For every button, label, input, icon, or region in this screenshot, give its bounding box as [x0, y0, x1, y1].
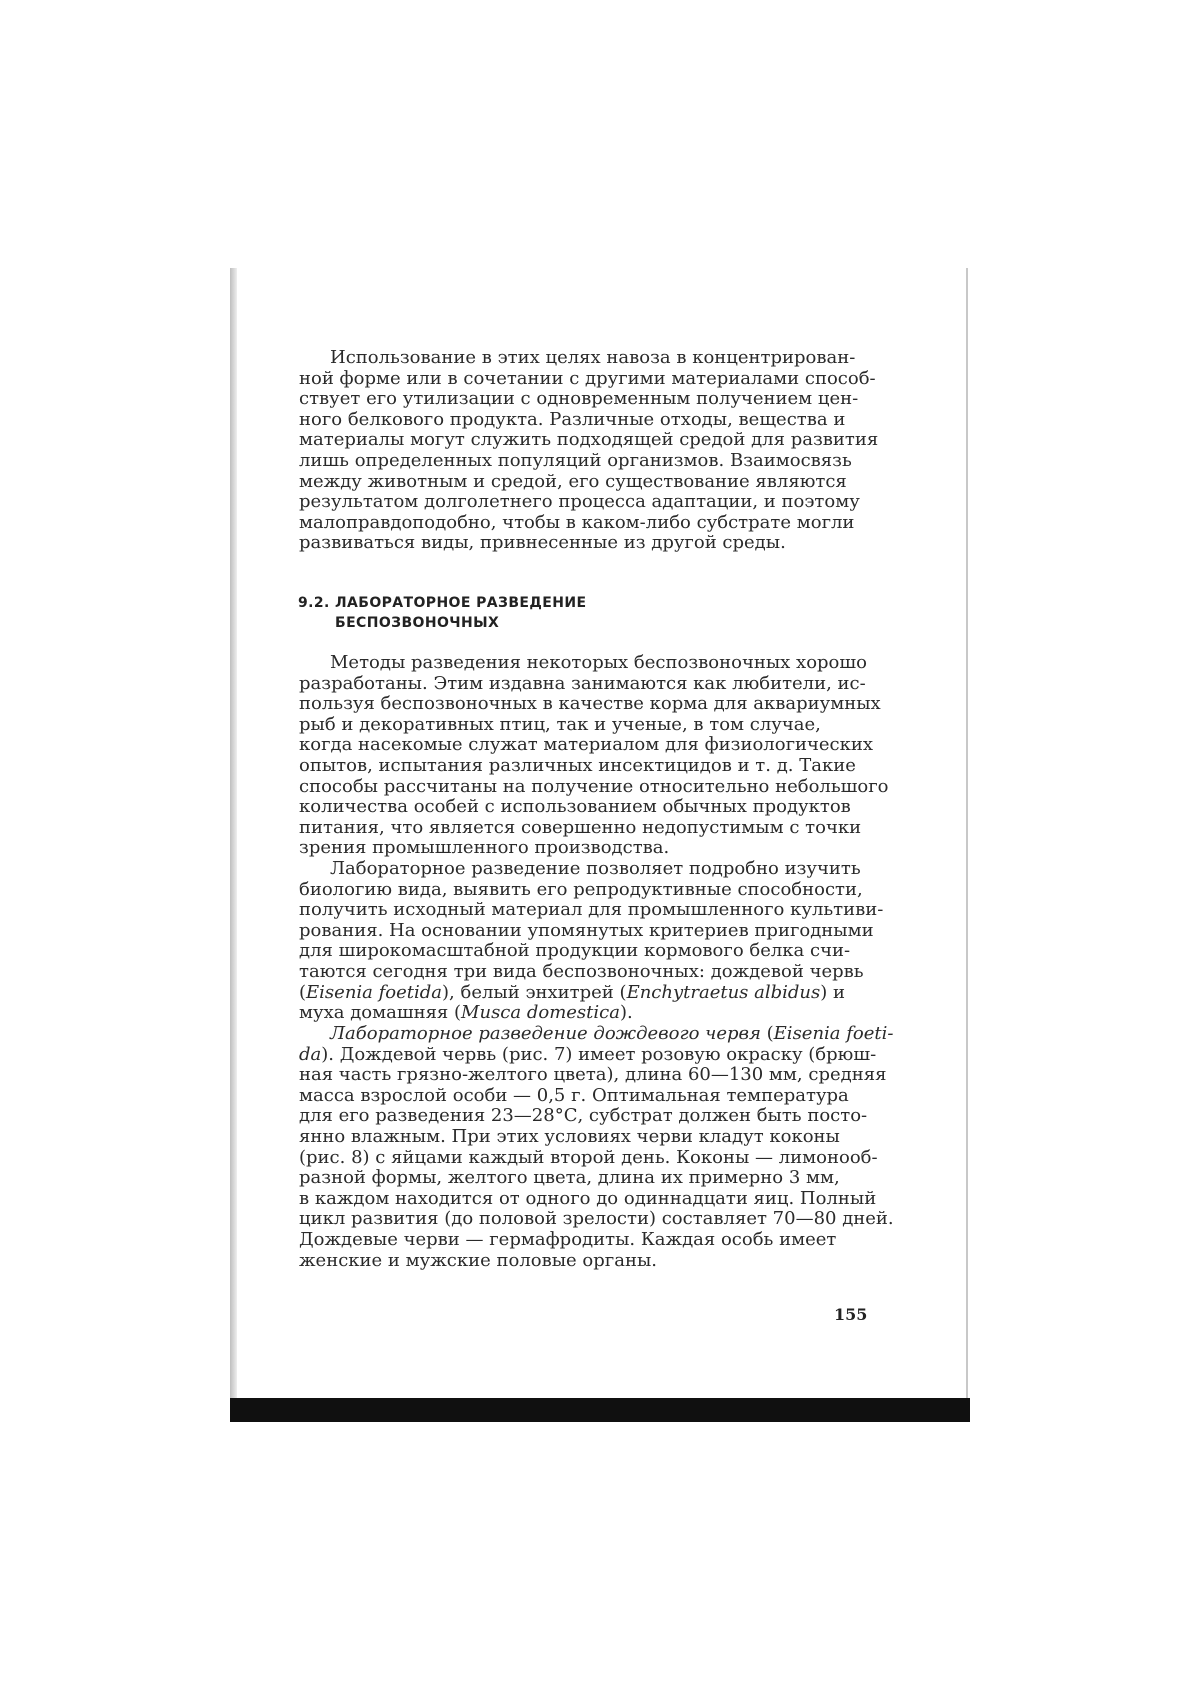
text-line: для широкомасштабной продукции кормового белка счи-: [299, 940, 851, 962]
text-line: количества особей с использованием обычных продуктов: [299, 796, 851, 818]
latin-name-musca: Musca domestica: [461, 1002, 620, 1024]
text-line: развиваться виды, привнесенные из другой среды.: [299, 532, 786, 554]
text-line: цикл развития (до половой зрелости) составляет 70—80 дней.: [299, 1208, 894, 1230]
text-line: для его разведения 23—28°С, субстрат должен быть посто-: [299, 1105, 868, 1127]
text-line: питания, что является совершенно недопустимым с точки: [299, 816, 862, 838]
paragraph-2: [299, 652, 889, 859]
text-fragment: ) и: [820, 981, 846, 1003]
text-line-subheading: [299, 1023, 894, 1045]
text-line: между животным и средой, его существование являются: [299, 470, 847, 492]
text-line: ного белкового продукта. Различные отходы, вещества и: [299, 408, 846, 430]
text-line: пользуя беспозвоночных в качестве корма для аквариумных: [299, 693, 881, 715]
text-fragment: (: [760, 1023, 774, 1044]
text-line: материалы могут служить подходящей средой для развития: [299, 429, 879, 451]
text-line: зрения промышленного производства.: [299, 837, 670, 859]
text-line: лишь определенных популяций организмов. Взаимосвязь: [299, 449, 852, 471]
text-fragment: (: [299, 981, 307, 1003]
section-title-line-2: БЕСПОЗВОНОЧНЫХ: [335, 615, 500, 631]
text-line: таются сегодня три вида беспозвоночных: дождевой червь: [299, 960, 864, 982]
text-line: Лабораторное разведение позволяет подробно изучить: [330, 858, 861, 879]
text-line-species: [299, 1003, 868, 1024]
text-line: женские и мужские половые органы.: [299, 1249, 657, 1271]
section-heading: [298, 593, 586, 633]
paragraph-4: [299, 1023, 894, 1271]
text-fragment: ), белый энхитрей (: [442, 981, 627, 1003]
text-line: опытов, испытания различных инсектицидов и т. д. Такие: [299, 754, 856, 776]
page-right-edge-line: [966, 268, 968, 1398]
latin-name-fragment: da: [299, 1043, 322, 1065]
text-fragment: муха домашняя (: [299, 1002, 462, 1024]
scan-bottom-shadow: [230, 1398, 970, 1422]
text-line: разработаны. Этим издавна занимаются как любители, ис-: [299, 672, 866, 694]
text-line: получить исходный материал для промышленного культиви-: [299, 899, 884, 921]
page-left-edge-shadow: [230, 268, 237, 1418]
text-fragment: ).: [619, 1002, 633, 1024]
text-line: ная часть грязно-желтого цвета), длина 60—130 мм, средняя: [299, 1064, 887, 1086]
text-line: в каждом находится от одного до одиннадцати яиц. Полный: [299, 1187, 877, 1209]
text-line: результатом долголетнего процесса адаптации, и поэтому: [299, 491, 860, 513]
text-line: Методы разведения некоторых беспозвоночных хорошо: [330, 652, 867, 673]
latin-name-eisenia: Eisenia foetida: [306, 981, 443, 1003]
text-line: рыб и декоративных птиц, так и ученые, в том случае,: [299, 713, 821, 735]
text-line: янно влажным. При этих условиях черви кладут коконы: [299, 1125, 840, 1147]
text-line: Использование в этих целях навоза в концентрирован-: [330, 347, 856, 368]
text-line: разной формы, желтого цвета, длина их примерно 3 мм,: [299, 1167, 840, 1189]
text-line: ствует его утилизации с одновременным получением цен-: [299, 388, 859, 410]
text-line: малоправдоподобно, чтобы в каком-либо субстрате могли: [299, 511, 855, 533]
section-number: 9.2.: [298, 595, 330, 611]
run-in-subheading: Лабораторное разведение дождевого червя: [330, 1023, 761, 1044]
text-line: когда насекомые служат материалом для физиологических: [299, 734, 874, 756]
scanned-page: [230, 268, 970, 1422]
text-line: способы рассчитаны на получение относительно небольшого: [299, 775, 889, 797]
text-line: ной форме или в сочетании с другими материалами способ-: [299, 367, 876, 389]
latin-name-eisenia: Eisenia foeti-: [773, 1023, 894, 1044]
text-line: масса взрослой особи — 0,5 г. Оптимальная температура: [299, 1084, 849, 1106]
text-line: биологию вида, выявить его репродуктивные способности,: [299, 878, 863, 900]
paragraph-1: [299, 347, 879, 554]
page-number: 155: [834, 1305, 868, 1324]
text-line-species: [299, 983, 868, 1004]
latin-name-enchytraetus: Enchytraetus albidus: [626, 981, 821, 1003]
text-line: Дождевые черви — гермафродиты. Каждая особь имеет: [299, 1228, 837, 1250]
text-line: рования. На основании упомянутых критериев пригодными: [299, 919, 874, 941]
text-line: [299, 1043, 877, 1066]
section-title-line-1: ЛАБОРАТОРНОЕ РАЗВЕДЕНИЕ: [335, 595, 587, 611]
text-line: (рис. 8) с яйцами каждый второй день. Коконы — лимонооб-: [299, 1146, 878, 1168]
paragraph-3: [299, 858, 884, 1024]
text-fragment: ). Дождевой червь (рис. 7) имеет розовую окраску (брюш-: [321, 1043, 877, 1065]
